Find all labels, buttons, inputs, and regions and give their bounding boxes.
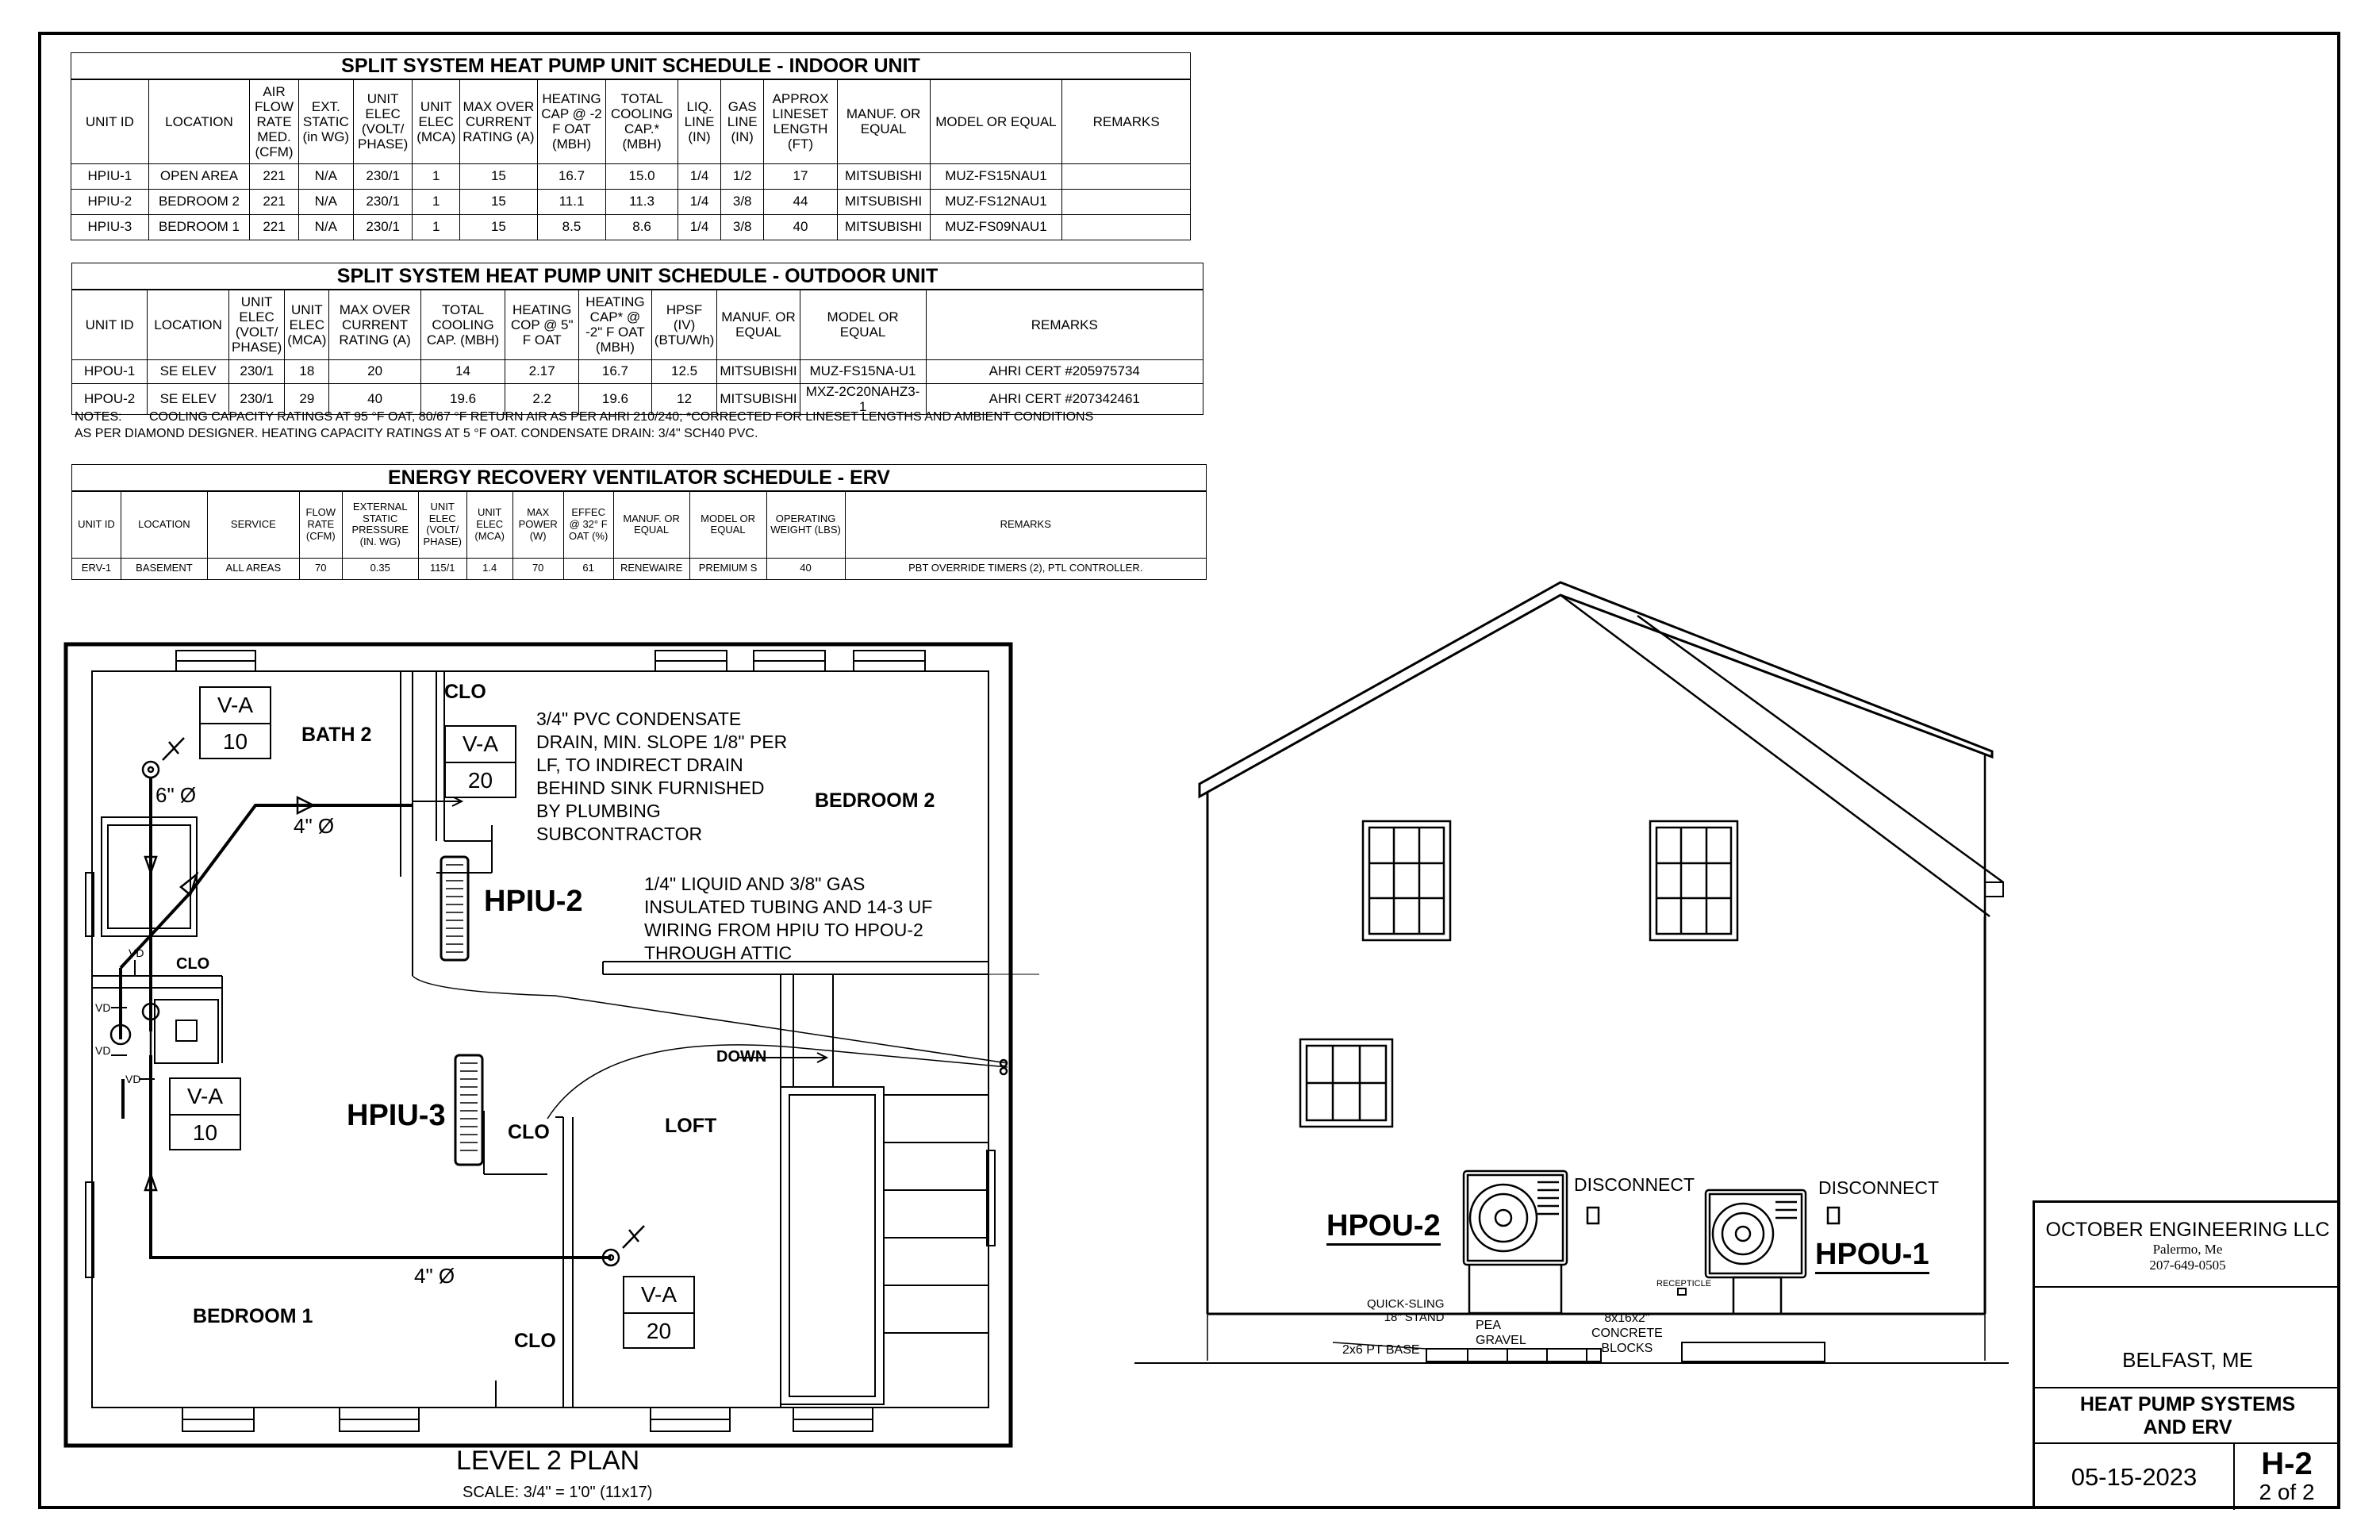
project-block: [2035, 1286, 2340, 1388]
indoor-cell: 221: [250, 189, 299, 214]
date-block: [2035, 1444, 2235, 1510]
sheet-number: H-2: [2261, 1446, 2313, 1481]
level-2-floor-plan: [0, 0, 1039, 1540]
outdoor-cell: 18: [285, 359, 329, 383]
disconnect-label-hpou1: DISCONNECT: [1818, 1177, 1940, 1198]
outdoor-cell: SE ELEV: [148, 383, 229, 414]
room-bedroom2: BEDROOM 2: [815, 789, 935, 812]
erv-cell: 70: [299, 558, 342, 579]
outdoor-header-cell: UNIT ID: [72, 290, 148, 359]
outdoor-cell: MXZ-2C20NAHZ3-1: [800, 383, 926, 414]
erv-cell: PBT OVERRIDE TIMERS (2), PTL CONTROLLER.: [845, 558, 1206, 579]
indoor-cell: 230/1: [353, 189, 413, 214]
indoor-cell: 230/1: [353, 214, 413, 240]
indoor-cell: 1: [413, 163, 460, 189]
stair-down-label: DOWN: [716, 1048, 767, 1066]
notes-line-2: AS PER DIAMOND DESIGNER. HEATING CAPACITY RATINGS AT 5 °F OAT. CONDENSATE DRAIN: 3/4" SCH40 PVC.: [75, 427, 758, 440]
quick-sling-note: [1367, 1297, 1445, 1324]
disconnect-label-hpou2: DISCONNECT: [1574, 1174, 1695, 1195]
indoor-cell: 230/1: [353, 163, 413, 189]
room-closet-top: CLO: [444, 681, 486, 703]
erv-header-cell: EFFEC @ 32° F OAT (%): [563, 491, 613, 558]
outdoor-cell: 29: [285, 383, 329, 414]
erv-cell: BASEMENT: [121, 558, 207, 579]
erv-header-cell: LOCATION: [121, 491, 207, 558]
duct-size-4in-lower: 4" Ø: [414, 1264, 455, 1288]
erv-cell: 1.4: [466, 558, 512, 579]
damper-label-2: VD: [95, 1001, 111, 1014]
indoor-cell: 1/4: [678, 214, 720, 240]
damper-label-1: VD: [129, 947, 144, 959]
indoor-cell: 17: [764, 163, 837, 189]
erv-header-cell: MANUF. OR EQUAL: [613, 491, 689, 558]
indoor-cell: 1: [413, 189, 460, 214]
pea-gravel-label: [1476, 1318, 1526, 1348]
indoor-cell: 11.1: [537, 189, 605, 214]
indoor-header-cell: MANUF. OR EQUAL: [837, 79, 930, 163]
notes-label: NOTES:: [75, 410, 122, 424]
firm-phone: 207-649-0505: [2149, 1258, 2226, 1273]
indoor-cell: 8.5: [537, 214, 605, 240]
erv-header-cell: REMARKS: [845, 491, 1206, 558]
indoor-cell: 40: [764, 214, 837, 240]
room-bath2: BATH 2: [301, 724, 372, 746]
outdoor-cell: MITSUBISHI: [717, 359, 800, 383]
erv-cell: 61: [563, 558, 613, 579]
outdoor-cell: 40: [329, 383, 420, 414]
indoor-cell: HPIU-1: [71, 163, 149, 189]
indoor-cell: MITSUBISHI: [837, 189, 930, 214]
room-closet-mid: CLO: [508, 1121, 550, 1143]
indoor-schedule-title: SPLIT SYSTEM HEAT PUMP UNIT SCHEDULE - INDOOR UNIT: [71, 53, 1191, 80]
outdoor-cell: 12.5: [651, 359, 717, 383]
indoor-header-cell: EXT. STATIC (in WG): [298, 79, 353, 163]
indoor-cell: HPIU-2: [71, 189, 149, 214]
vent-type: V-A: [462, 732, 499, 756]
erv-header-cell: OPERATING WEIGHT (LBS): [766, 491, 845, 558]
erv-cell: ERV-1: [72, 558, 121, 579]
indoor-cell: MUZ-FS15NAU1: [930, 163, 1062, 189]
indoor-header-cell: HEATING CAP @ -2 F OAT (MBH): [537, 79, 605, 163]
outdoor-schedule-title: SPLIT SYSTEM HEAT PUMP UNIT SCHEDULE - OUTDOOR UNIT: [72, 263, 1203, 290]
room-closet-left: CLO: [176, 955, 210, 973]
outdoor-cell: 19.6: [420, 383, 505, 414]
vent-cfm: 10: [171, 1114, 240, 1150]
vent-tag-bath2: [199, 686, 271, 759]
indoor-header-cell: LIQ. LINE (IN): [678, 79, 720, 163]
indoor-cell: 8.6: [606, 214, 678, 240]
vent-cfm: 20: [446, 762, 515, 798]
outdoor-header-cell: MODEL OR EQUAL: [800, 290, 926, 359]
indoor-cell: BEDROOM 1: [148, 214, 249, 240]
firm-name: OCTOBER ENGINEERING LLC: [2045, 1219, 2330, 1241]
indoor-header-cell: UNIT ID: [71, 79, 149, 163]
outdoor-cell: 230/1: [229, 383, 285, 414]
outdoor-header-cell: HEATING COP @ 5" F OAT: [505, 290, 579, 359]
vent-cfm: 10: [201, 723, 270, 759]
outdoor-header-cell: MAX OVER CURRENT RATING (A): [329, 290, 420, 359]
outdoor-cell: AHRI CERT #207342461: [926, 383, 1203, 414]
indoor-cell: 11.3: [606, 189, 678, 214]
sheet-number-block: [2233, 1444, 2340, 1510]
indoor-cell: 1/4: [678, 189, 720, 214]
duct-size-4in-upper: 4" Ø: [294, 814, 335, 838]
indoor-cell: [1062, 189, 1191, 214]
outdoor-header-cell: UNIT ELEC (VOLT/ PHASE): [229, 290, 285, 359]
condensate-line: 3/4" PVC CONDENSATE: [536, 709, 742, 729]
sheet-title-line: AND ERV: [2143, 1416, 2232, 1438]
erv-header-cell: UNIT ELEC (MCA): [466, 491, 512, 558]
indoor-cell: N/A: [298, 189, 353, 214]
blocks-line: 8x16x2": [1604, 1311, 1650, 1325]
indoor-cell: 221: [250, 163, 299, 189]
lineset-note: [644, 873, 932, 965]
indoor-header-cell: UNIT ELEC (VOLT/ PHASE): [353, 79, 413, 163]
outdoor-cell: 20: [329, 359, 420, 383]
duct-size-6in: 6" Ø: [155, 783, 197, 807]
indoor-cell: MITSUBISHI: [837, 163, 930, 189]
outdoor-cell: MUZ-FS15NA-U1: [800, 359, 926, 383]
erv-header-cell: FLOW RATE (CFM): [299, 491, 342, 558]
room-closet-bottom: CLO: [514, 1330, 556, 1352]
indoor-header-cell: MODEL OR EQUAL: [930, 79, 1062, 163]
plan-scale: SCALE: 3/4" = 1'0" (11x17): [463, 1484, 653, 1501]
indoor-header-cell: LOCATION: [148, 79, 249, 163]
lineset-line: THROUGH ATTIC: [644, 943, 793, 963]
outdoor-cell: 230/1: [229, 359, 285, 383]
outdoor-header-cell: MANUF. OR EQUAL: [717, 290, 800, 359]
vent-cfm: 20: [624, 1312, 693, 1349]
indoor-cell: 1/2: [721, 163, 764, 189]
damper-label-4: VD: [125, 1073, 141, 1085]
firm-block: [2035, 1203, 2340, 1288]
blocks-line: BLOCKS: [1601, 1342, 1653, 1355]
indoor-cell: 15.0: [606, 163, 678, 189]
erv-schedule-title: ENERGY RECOVERY VENTILATOR SCHEDULE - ERV: [72, 465, 1207, 492]
indoor-cell: MUZ-FS09NAU1: [930, 214, 1062, 240]
room-bedroom1: BEDROOM 1: [193, 1305, 313, 1327]
outdoor-cell: 16.7: [579, 359, 652, 383]
outdoor-cell: 2.17: [505, 359, 579, 383]
indoor-cell: OPEN AREA: [148, 163, 249, 189]
indoor-unit-hpiu2: HPIU-2: [484, 885, 583, 918]
outdoor-cell: MITSUBISHI: [717, 383, 800, 414]
damper-label-3: VD: [95, 1044, 111, 1057]
outdoor-cell: 2.2: [505, 383, 579, 414]
lineset-line: INSULATED TUBING AND 14-3 UF: [644, 897, 933, 917]
condensate-line: BY PLUMBING: [536, 801, 661, 821]
indoor-cell: 15: [460, 163, 538, 189]
sheet-title-line: HEAT PUMP SYSTEMS: [2079, 1393, 2296, 1415]
erv-cell: ALL AREAS: [207, 558, 299, 579]
erv-cell: PREMIUM S: [689, 558, 766, 579]
erv-cell: 115/1: [418, 558, 466, 579]
indoor-header-cell: UNIT ELEC (MCA): [413, 79, 460, 163]
outdoor-cell: AHRI CERT #205975734: [926, 359, 1203, 383]
outdoor-cell: HPOU-1: [72, 359, 148, 383]
indoor-cell: 3/8: [721, 214, 764, 240]
indoor-cell: HPIU-3: [71, 214, 149, 240]
indoor-cell: N/A: [298, 163, 353, 189]
project-location: BELFAST, ME: [2122, 1348, 2253, 1372]
sheet-title-block: [2035, 1387, 2340, 1444]
erv-header-cell: EXTERNAL STATIC PRESSURE (IN. WG): [342, 491, 418, 558]
condensate-line: BEHIND SINK FURNISHED: [536, 778, 765, 798]
outdoor-header-cell: UNIT ELEC (MCA): [285, 290, 329, 359]
notes-line-1: COOLING CAPACITY RATINGS AT 95 °F OAT, 80/67 °F RETURN AIR AS PER AHRI 210/240; *CORRECTED FOR LINESET LENGTHS AND AMBIENT CONDITIONS: [149, 410, 1094, 424]
indoor-cell: 221: [250, 214, 299, 240]
lineset-line: 1/4" LIQUID AND 3/8" GAS: [644, 874, 866, 894]
erv-cell: RENEWAIRE: [613, 558, 689, 579]
condensate-line: DRAIN, MIN. SLOPE 1/8" PER: [536, 732, 788, 752]
outdoor-cell: 14: [420, 359, 505, 383]
indoor-cell: [1062, 163, 1191, 189]
indoor-header-cell: APPROX LINESET LENGTH (FT): [764, 79, 837, 163]
condensate-line: LF, TO INDIRECT DRAIN: [536, 755, 743, 775]
indoor-header-cell: MAX OVER CURRENT RATING (A): [460, 79, 538, 163]
room-loft: LOFT: [665, 1115, 717, 1137]
indoor-cell: 1: [413, 214, 460, 240]
outdoor-cell: 12: [651, 383, 717, 414]
outdoor-cell: SE ELEV: [148, 359, 229, 383]
vent-tag-closet: [444, 725, 516, 798]
indoor-header-cell: REMARKS: [1062, 79, 1191, 163]
erv-cell: 40: [766, 558, 845, 579]
erv-header-cell: UNIT ID: [72, 491, 121, 558]
outdoor-unit-hpou1: HPOU-1: [1815, 1238, 1929, 1274]
outdoor-header-cell: HPSF (IV) (BTU/Wh): [651, 290, 717, 359]
pea-gravel-line: PEA: [1476, 1319, 1502, 1332]
indoor-header-cell: GAS LINE (IN): [721, 79, 764, 163]
vent-type: V-A: [186, 1084, 224, 1108]
erv-header-cell: MAX POWER (W): [512, 491, 563, 558]
erv-header-cell: UNIT ELEC (VOLT/ PHASE): [418, 491, 466, 558]
vent-tag-bedroom1: [623, 1276, 695, 1349]
pea-gravel-line: GRAVEL: [1476, 1334, 1526, 1347]
quick-sling-line: QUICK-SLING: [1367, 1297, 1445, 1311]
issue-date: 05-15-2023: [2071, 1462, 2198, 1491]
erv-header-cell: MODEL OR EQUAL: [689, 491, 766, 558]
blocks-line: CONCRETE: [1591, 1327, 1663, 1340]
concrete-blocks-label: [1591, 1311, 1663, 1356]
indoor-cell: 1/4: [678, 163, 720, 189]
vent-tag-hall: [169, 1077, 241, 1150]
vent-type: V-A: [217, 693, 254, 717]
sheet-count: 2 of 2: [2259, 1480, 2315, 1504]
outdoor-unit-hpou2: HPOU-2: [1326, 1209, 1441, 1246]
indoor-cell: 3/8: [721, 189, 764, 214]
erv-header-cell: SERVICE: [207, 491, 299, 558]
indoor-cell: MUZ-FS12NAU1: [930, 189, 1062, 214]
vent-type: V-A: [640, 1282, 678, 1307]
pt-base-label: 2x6 PT BASE: [1342, 1343, 1420, 1357]
outdoor-header-cell: HEATING CAP* @ -2" F OAT (MBH): [579, 290, 652, 359]
erv-cell: 0.35: [342, 558, 418, 579]
outdoor-header-cell: TOTAL COOLING CAP. (MBH): [420, 290, 505, 359]
title-block: [2033, 1200, 2340, 1509]
indoor-cell: BEDROOM 2: [148, 189, 249, 214]
lineset-line: WIRING FROM HPIU TO HPOU-2: [644, 920, 923, 940]
condensate-line: SUBCONTRACTOR: [536, 824, 703, 844]
indoor-cell: 15: [460, 214, 538, 240]
plan-title: LEVEL 2 PLAN: [456, 1446, 640, 1476]
outdoor-header-cell: REMARKS: [926, 290, 1203, 359]
erv-cell: 70: [512, 558, 563, 579]
firm-city: Palermo, Me: [2152, 1242, 2223, 1257]
indoor-cell: 15: [460, 189, 538, 214]
indoor-header-cell: AIR FLOW RATE MED. (CFM): [250, 79, 299, 163]
indoor-cell: 16.7: [537, 163, 605, 189]
indoor-cell: 44: [764, 189, 837, 214]
outdoor-cell: 19.6: [579, 383, 652, 414]
indoor-cell: [1062, 214, 1191, 240]
condensate-note: [536, 708, 787, 846]
indoor-header-cell: TOTAL COOLING CAP.* (MBH): [606, 79, 678, 163]
quick-sling-line: 18" STAND: [1384, 1311, 1445, 1324]
receptacle-label: RECEPTICLE: [1656, 1279, 1712, 1288]
indoor-unit-hpiu3: HPIU-3: [347, 1099, 446, 1132]
outdoor-header-cell: LOCATION: [148, 290, 229, 359]
indoor-cell: N/A: [298, 214, 353, 240]
indoor-cell: MITSUBISHI: [837, 214, 930, 240]
outdoor-cell: HPOU-2: [72, 383, 148, 414]
